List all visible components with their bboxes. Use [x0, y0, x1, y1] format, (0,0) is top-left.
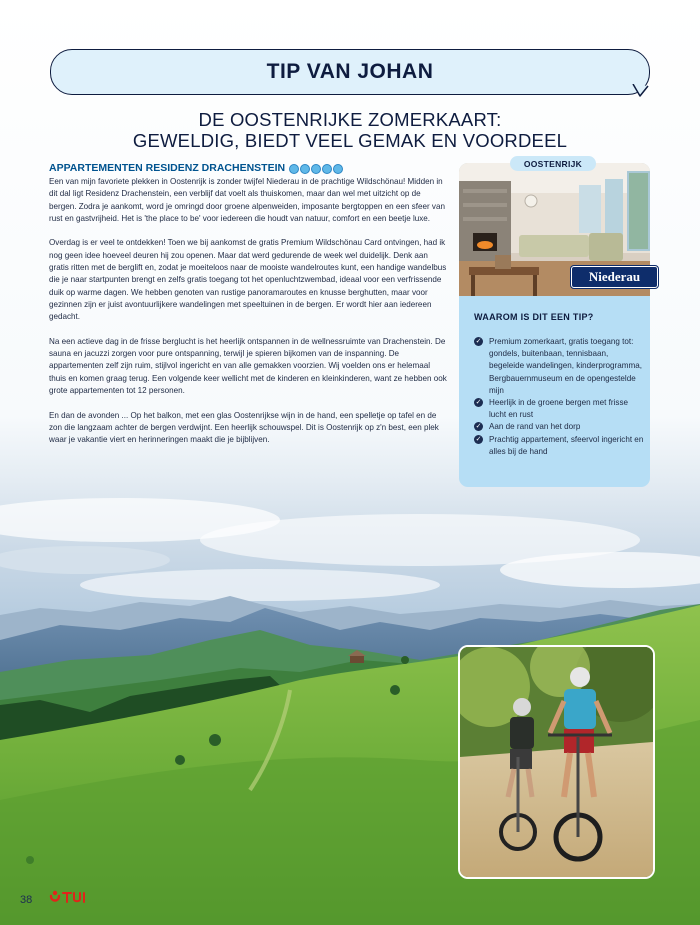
article-paragraph: Na een actieve dag in de frisse berglucht is het heerlijk ontspannen in de wellnessruimte van Drachenstein. De sauna en jacuzzi zorgen voor pure ontspanning, terwijl je spieren bijkomen van de inspanning. De appartementen zelf zijn ruim, stijlvol ingericht en van alle gemakken voorzien. Wij voelden ons er helemaal thuis en komen graag terug. Een volgende keer wellicht met de kinderen en kleinkinderen, want ze hebben ook grote appartementen tot 12 personen.: [49, 336, 447, 396]
sun-rating-icon: [300, 164, 310, 174]
tips-list: [474, 336, 644, 458]
page-number: 38: [20, 894, 33, 906]
headline-line-2: GEWELDIG, BIEDT VEEL GEMAK EN VOORDEEL: [132, 130, 568, 151]
tip-text: Aan de rand van het dorp: [489, 422, 581, 432]
place-label: Niederau: [571, 266, 658, 288]
checkmark-icon: ✓: [475, 398, 482, 407]
page-headline: [50, 109, 650, 151]
list-item: [474, 421, 644, 433]
list-item: [474, 434, 644, 458]
list-item: [474, 397, 644, 421]
article-body: [49, 162, 447, 459]
checkmark-icon: ✓: [475, 434, 482, 443]
checkmark-icon: ✓: [475, 337, 482, 345]
tip-text: Heerlijk in de groene bergen met frisse lucht en rust: [489, 398, 629, 420]
sun-rating-icon: [333, 164, 343, 174]
checkmark-icon: ✓: [475, 422, 482, 431]
article-paragraph: En dan de avonden ... Op het balkon, met een glas Oostenrijkse wijn in de hand, een spelletje op tafel en de zon die langzaam achter de bergen verdwijnt. Een heerlijk schouwspel. Dit is Oostenrijk op z'n best, een plek waar je vakantie viert en herinneringen maakt die je bijblijven.: [49, 410, 439, 445]
sun-rating-icon: [322, 164, 332, 174]
tip-text: Premium zomerkaart, gratis toegang tot: gondels, buitenbaan, tennisbaan, begeleide wandelingen, kinderprogramma, Bergbauernmuseum en de opengestelde mijn: [489, 337, 642, 395]
bubble-title: TIP VAN JOHAN: [266, 60, 434, 83]
article-paragraph: Overdag is er veel te ontdekken! Toen we bij aankomst de gratis Premium Wildschönau Card ontvingen, had ik nog geen idee hoeveel deuren hij zou openen. Maar dat werd gedurende de week wel duidelijk. Denk aan gratis ritten met de berglift en, zodat je moeiteloos naar de mooiste wandelroutes kunt, een handige wandelbus die je naar startpunten brengt en zelfs gratis toegang tot het openluchtzwembad, ideaal voor een verfrissende duik op warme dagen. We hebben genoten van rustige panoramaroutes en knusse berghutten, maar voor gezinnen zijn er juist avontuurlijkere wandelingen met speeltuinen in de bergen. Er wordt hier aan iedereen gedacht.: [49, 238, 447, 322]
speech-bubble-tail-icon: [632, 84, 652, 98]
sun-rating-icon: [311, 164, 321, 174]
sun-rating-icon: [289, 164, 299, 174]
tips-title: WAAROM IS DIT EEN TIP?: [474, 312, 594, 322]
list-item: [474, 336, 644, 397]
article-paragraph: Een van mijn favoriete plekken in Oostenrijk is zonder twijfel Niederau in de prachtige Wildschönau! Midden in dit dal ligt Residenz Drachenstein, een verblijf dat voelt als thuiskomen, maar dan wel met uitzicht op de bergen. Zodra je aankomt, word je omringd door groene alpenweiden, imposante bergtoppen en een sfeer van rust en gastvrijheid. Het is 'the place to be' voor iedereen die houdt van natuur, comfort en een beetje luxe.: [49, 177, 445, 223]
header-speech-bubble: [50, 49, 650, 95]
cyclists-photo: [458, 645, 655, 879]
tip-text: Prachtig appartement, sfeervol ingericht en alles bij de hand: [489, 434, 644, 456]
subheading-text: APPARTEMENTEN RESIDENZ DRACHENSTEIN: [49, 162, 286, 174]
tui-logo-icon: [48, 889, 88, 905]
sun-rating: [289, 164, 343, 174]
article-subheading: [49, 162, 447, 175]
headline-line-1: DE OOSTENRIJKE ZOMERKAART:: [198, 109, 502, 130]
country-tag: OOSTENRIJK: [510, 156, 596, 171]
